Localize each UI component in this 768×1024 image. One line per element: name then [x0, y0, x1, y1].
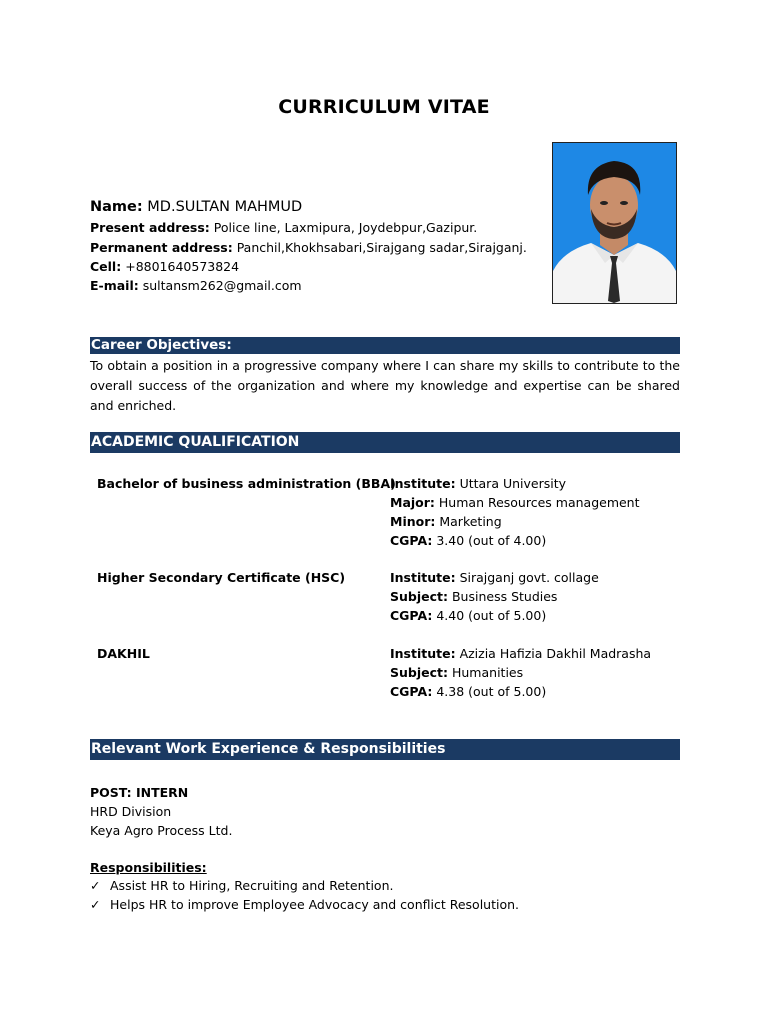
cgpa-value: 4.40 (out of 5.00)	[436, 608, 547, 623]
subject-value: Business Studies	[451, 589, 558, 604]
page-title: CURRICULUM VITAE	[278, 96, 490, 118]
cgpa-label: CGPA:	[390, 608, 433, 623]
degree-hsc: Higher Secondary Certificate (HSC)	[97, 570, 346, 585]
email-label: E-mail:	[90, 278, 139, 293]
academic-qualification-heading: ACADEMIC QUALIFICATION	[90, 432, 680, 453]
cgpa-label: CGPA:	[390, 533, 433, 548]
dakhil-details	[390, 644, 651, 701]
cell-label: Cell:	[90, 259, 122, 274]
permanent-address-line	[90, 240, 527, 255]
minor-value: Marketing	[439, 514, 502, 529]
profile-photo	[552, 142, 677, 304]
email-line	[90, 278, 302, 293]
present-address-label: Present address:	[90, 220, 210, 235]
permanent-address-label: Permanent address:	[90, 240, 233, 255]
subject-label: Subject:	[390, 589, 448, 604]
institute-label: Institute:	[390, 646, 456, 661]
subject-label: Subject:	[390, 665, 448, 680]
responsibility-item: ✓ Assist HR to Hiring, Recruiting and Retention.	[90, 878, 394, 893]
present-address-line	[90, 220, 477, 235]
responsibilities-heading: Responsibilities:	[90, 860, 207, 875]
bba-details	[390, 474, 640, 550]
check-mark-icon: ✓	[90, 878, 101, 893]
cell-line	[90, 259, 239, 274]
career-objectives-heading: Career Objectives:	[90, 337, 680, 354]
work-experience-heading: Relevant Work Experience & Responsibilities	[90, 739, 680, 760]
post-title: POST: INTERN	[90, 785, 189, 800]
cgpa-label: CGPA:	[390, 684, 433, 699]
institute-value: Azizia Hafizia Dakhil Madrasha	[459, 646, 652, 661]
company-name: Keya Agro Process Ltd.	[90, 823, 233, 838]
name-value: MD.SULTAN MAHMUD	[147, 199, 303, 215]
division-name: HRD Division	[90, 804, 172, 819]
degree-bba: Bachelor of business administration (BBA)	[97, 476, 396, 491]
hsc-details	[390, 568, 599, 625]
permanent-address-value: Panchil,Khokhsabari,Sirajgang sadar,Sirajganj.	[236, 240, 527, 255]
institute-label: Institute:	[390, 476, 456, 491]
name-line	[90, 199, 302, 215]
email-value: sultansm262@gmail.com	[142, 278, 302, 293]
present-address-value: Police line, Laxmipura, Joydebpur,Gazipur.	[213, 220, 478, 235]
minor-label: Minor:	[390, 514, 436, 529]
subject-value: Humanities	[451, 665, 524, 680]
institute-label: Institute:	[390, 570, 456, 585]
major-label: Major:	[390, 495, 435, 510]
institute-value: Sirajganj govt. collage	[459, 570, 599, 585]
career-objectives-text: To obtain a position in a progressive company where I can share my skills to contribute to the overall success of the organization and where my knowledge and expertise can be shared and enriched.	[90, 358, 680, 413]
responsibility-item: ✓ Helps HR to improve Employee Advocacy and conflict Resolution.	[90, 897, 520, 912]
institute-value: Uttara University	[459, 476, 567, 491]
cell-value: +8801640573824	[125, 259, 240, 274]
person-portrait-icon	[553, 143, 676, 303]
check-mark-icon: ✓	[90, 897, 101, 912]
degree-dakhil: DAKHIL	[97, 646, 150, 661]
cgpa-value: 3.40 (out of 4.00)	[436, 533, 547, 548]
major-value: Human Resources management	[438, 495, 640, 510]
name-label: Name:	[90, 199, 143, 215]
cgpa-value: 4.38 (out of 5.00)	[436, 684, 547, 699]
